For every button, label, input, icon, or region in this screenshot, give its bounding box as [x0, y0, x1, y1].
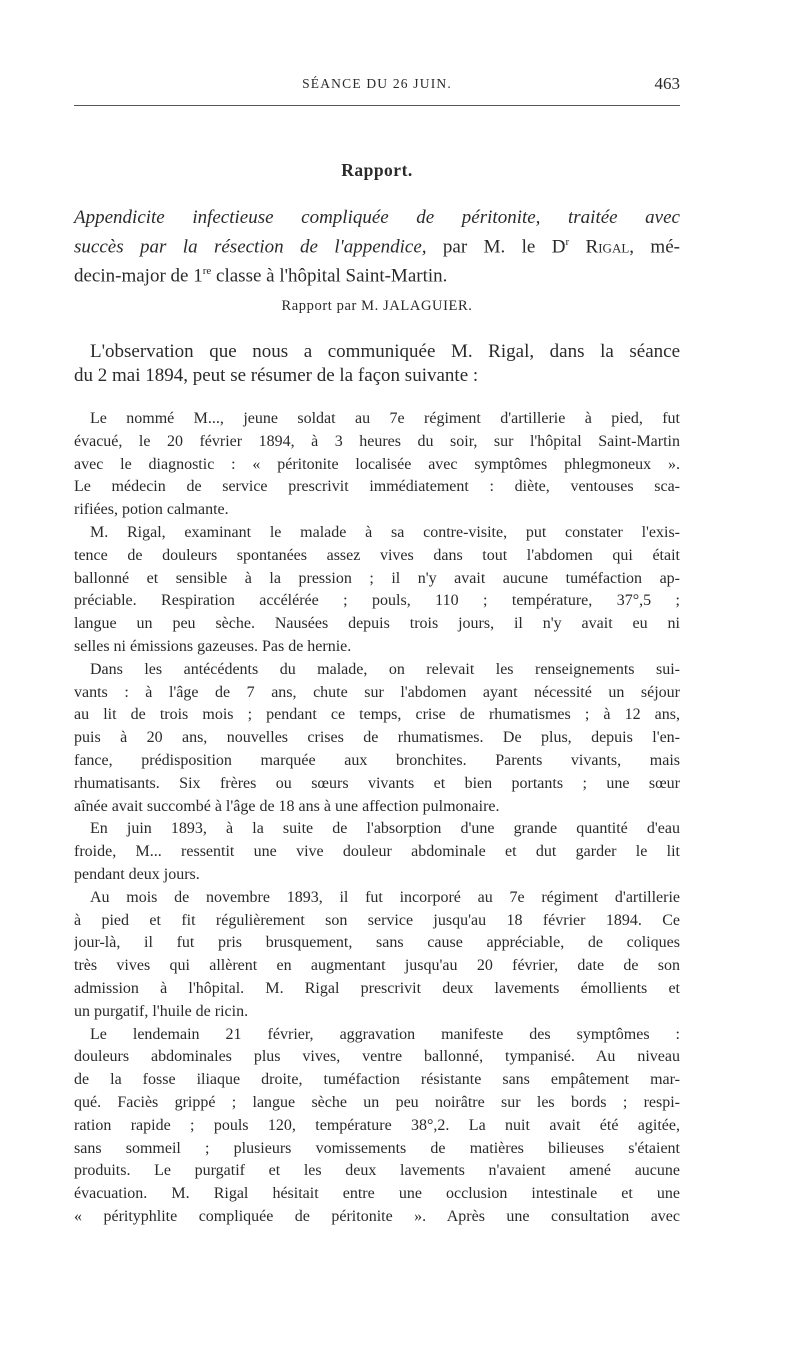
intro-paragraph [74, 340, 680, 388]
text-line: produits. Le purgatif et les deux lavements n'avaient amené aucune [74, 1162, 680, 1180]
text-line: fance, prédisposition marquée aux bronchites. Parents vivants, mais [74, 751, 680, 769]
report-title-hyphen: mé- [634, 236, 680, 258]
text-line: En juin 1893, à la suite de l'absorption d'une grande quantité d'eau [90, 820, 680, 838]
text-line: sans sommeil ; plusieurs vomissements de matières bilieuses s'étaient [74, 1139, 680, 1157]
report-title-line [74, 230, 680, 259]
running-title: SÉANCE DU 26 JUIN. [302, 76, 452, 91]
header-rule [74, 105, 680, 106]
text-line: puis à 20 ans, nouvelles crises de rhumatismes. De plus, depuis l'en- [74, 729, 680, 747]
text-line: préciable. Respiration accélérée ; pouls, 110 ; température, 37°,5 ; [74, 592, 680, 610]
superscript: re [202, 265, 212, 278]
text-line: selles ni émissions gazeuses. Pas de hernie. [74, 637, 352, 655]
text-line: rhumatisants. Six frères ou sœurs vivants et bien portants ; une sœur [74, 774, 680, 792]
text-line: jour-là, il fut pris brusquement, sans cause appréciable, de coliques [74, 934, 680, 952]
text-line: froide, M... ressentit une vive douleur abdominale et dut garder le lit [74, 843, 680, 861]
superscript: r [565, 236, 570, 248]
running-head [74, 76, 680, 98]
text-line: évacuation. M. Rigal hésitait entre une occlusion intestinale et une [74, 1185, 680, 1203]
paragraph [74, 522, 680, 659]
body-text [74, 408, 680, 1229]
paragraph [74, 1024, 680, 1229]
text-line: aînée avait succombé à l'âge de 18 ans à une affection pulmonaire. [74, 797, 500, 815]
text-line: Dans les antécédents du malade, on relevait les renseignements sui- [90, 660, 680, 678]
report-title-line: Appendicite infectieuse compliquée de péritonite, traitée avec [74, 207, 680, 228]
report-title [74, 205, 680, 289]
section-title: Rapport. [341, 160, 413, 180]
text-line: pendant deux jours. [74, 865, 200, 883]
text-line: Le nommé M..., jeune soldat au 7e régiment d'artillerie à pied, fut [90, 410, 680, 427]
text-line: ballonné et sensible à la pression ; il n'y avait aucune tuméfaction ap- [74, 569, 680, 587]
text-line: Le médecin de service prescrivit immédiatement : diète, ventouses sca- [74, 478, 680, 496]
byline: Rapport par M. JALAGUIER. [281, 298, 473, 314]
text-line: langue un peu sèche. Nausées depuis trois jours, il n'y avait eu ni [74, 615, 680, 633]
paragraph [74, 659, 680, 819]
text-line: avec le diagnostic : « péritonite localisée avec symptômes phlegmoneux ». [74, 455, 680, 473]
report-title-line [74, 259, 680, 288]
text-line: ration rapide ; pouls 120, température 38°,2. La nuit avait été agitée, [74, 1116, 680, 1134]
text-line: très vives qui allèrent en augmentant jusqu'au 20 février, date de son [74, 957, 680, 975]
report-title-italic: succès par la résection de l'appendice, [74, 236, 427, 258]
intro-line: L'observation que nous a communiquée M. Rigal, dans la séance [90, 341, 680, 362]
text-line: Le lendemain 21 février, aggravation manifeste des symptômes : [90, 1025, 680, 1043]
text-line: qué. Faciès grippé ; langue sèche un peu noirâtre sur les bords ; respi- [74, 1093, 680, 1111]
report-title-by: par M. le D [426, 236, 566, 258]
report-title-part: classe à l'hôpital Saint-Martin. [211, 265, 448, 287]
text-line: « pérityphlite compliquée de péritonite ». Après une consultation avec [74, 1207, 680, 1225]
text-line: au lit de trois mois ; pendant ce temps, crise de rhumatismes ; à 12 ans, [74, 706, 680, 724]
text-line: rifiées, potion calmante. [74, 501, 229, 519]
text-line: Au mois de novembre 1893, il fut incorporé au 7e régiment d'artillerie [90, 888, 680, 906]
report-title-part: decin-major de 1 [74, 265, 203, 287]
text-line: tence de douleurs spontanées assez vives dans tout l'abdomen qui était [74, 546, 680, 564]
paragraph [74, 818, 680, 886]
text-line: de la fosse iliaque droite, tuméfaction résistante sans empâtement mar- [74, 1071, 680, 1089]
text-line: M. Rigal, examinant le malade à sa contre-visite, put constater l'exis- [90, 523, 680, 541]
intro-line: du 2 mai 1894, peut se résumer de la façon suivante : [74, 365, 479, 386]
text-line: évacué, le 20 février 1894, à 3 heures du soir, sur l'hôpital Saint-Martin [74, 432, 680, 450]
author-name: Rigal, [569, 236, 635, 258]
text-line: douleurs abdominales plus vives, ventre ballonné, tympanisé. Au niveau [74, 1048, 680, 1066]
paragraph [74, 887, 680, 1024]
paragraph [74, 408, 680, 522]
text-line: à pied et fit régulièrement son service jusqu'au 18 février 1894. Ce [74, 911, 680, 929]
page-number: 463 [654, 74, 680, 93]
text-line: vants : à l'âge de 7 ans, chute sur l'abdomen ayant nécessité un séjour [74, 683, 680, 701]
text-line: admission à l'hôpital. M. Rigal prescrivit deux lavements émollients et [74, 979, 680, 997]
text-line: un purgatif, l'huile de ricin. [74, 1002, 249, 1020]
